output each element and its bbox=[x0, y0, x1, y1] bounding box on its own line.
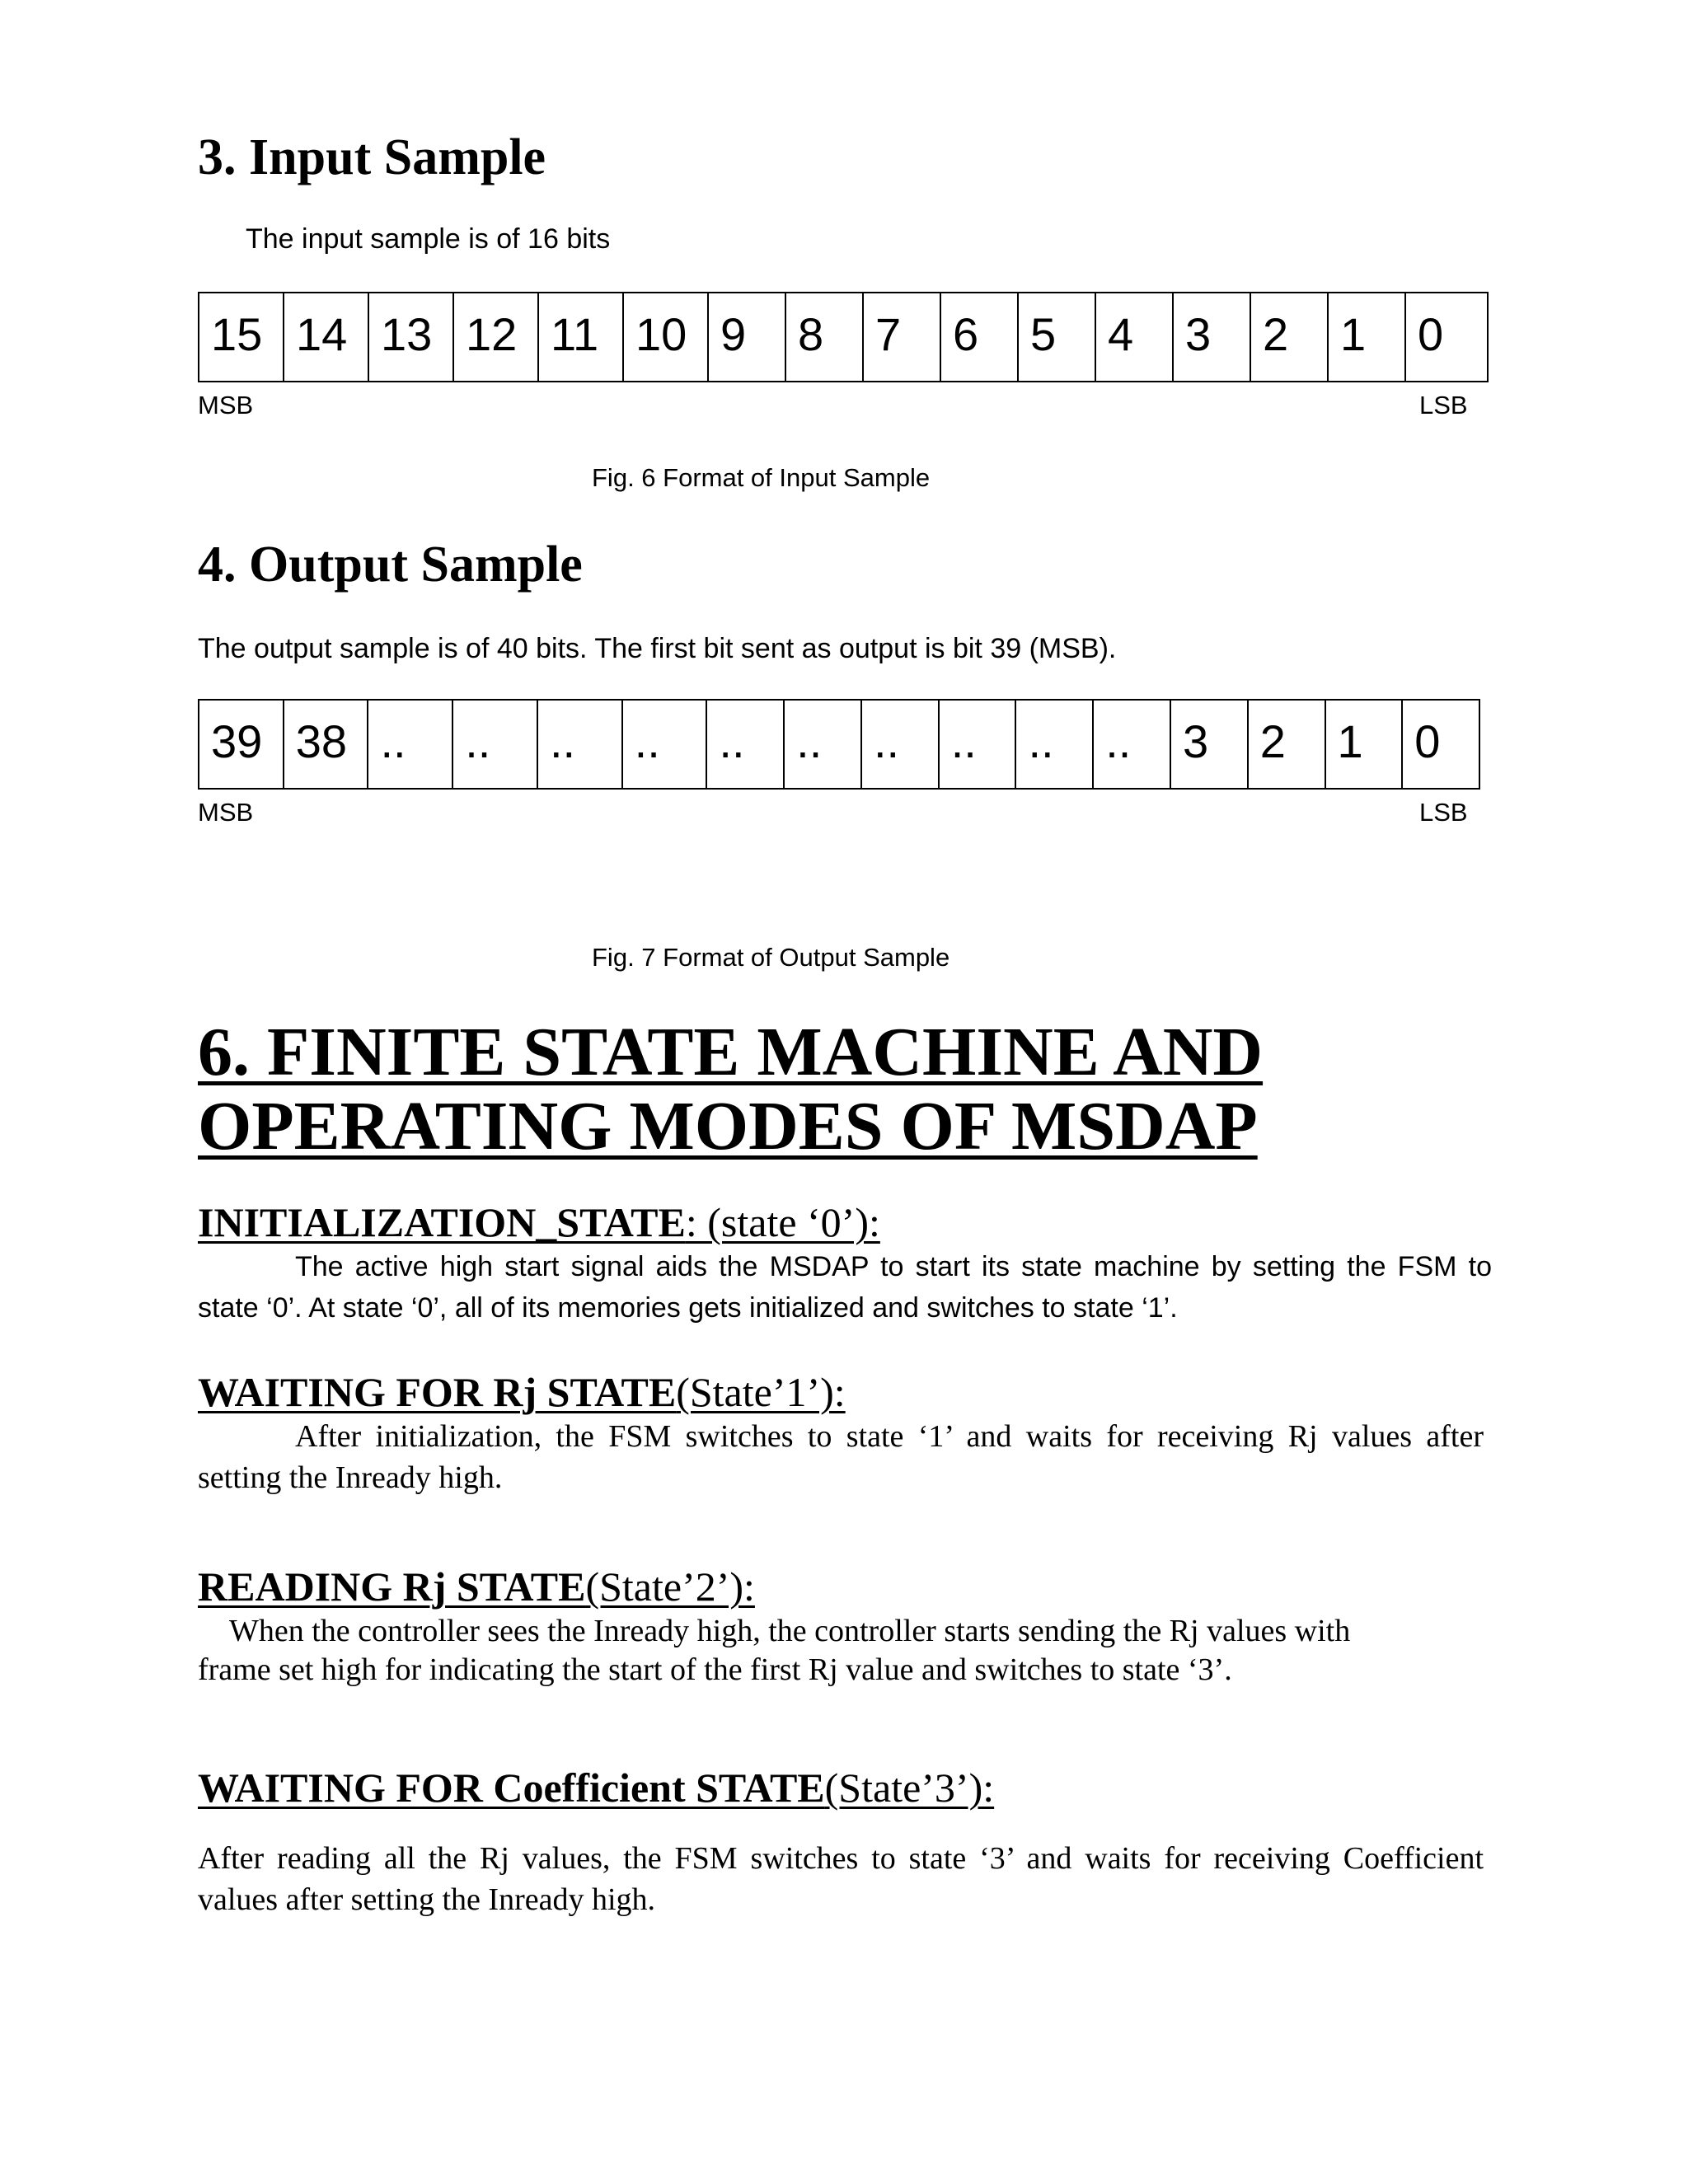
bit-cell: 10 bbox=[624, 293, 709, 381]
bit-cell: .. bbox=[707, 701, 785, 788]
output-msb-label: MSB bbox=[198, 798, 254, 827]
bit-cell: 9 bbox=[709, 293, 786, 381]
bit-cell: .. bbox=[623, 701, 708, 788]
bit-cell: .. bbox=[1016, 701, 1094, 788]
bit-cell: .. bbox=[538, 701, 623, 788]
state-2-text-line-1: When the controller sees the Inready high, the controller starts sending the Rj values with bbox=[229, 1614, 1351, 1648]
input-msb-label: MSB bbox=[198, 391, 254, 419]
bit-cell: 15 bbox=[199, 293, 284, 381]
input-lsb-label: LSB bbox=[1419, 391, 1468, 419]
bit-cell: 13 bbox=[369, 293, 454, 381]
input-figure-caption: Fig. 6 Format of Input Sample bbox=[592, 463, 931, 492]
state-3-heading bbox=[198, 1765, 995, 1811]
output-lsb-label: LSB bbox=[1419, 798, 1468, 827]
bit-cell: 8 bbox=[786, 293, 864, 381]
output-sample-description: The output sample is of 40 bits. The first bit sent as output is bit 39 (MSB). bbox=[198, 633, 1117, 664]
state-2-heading bbox=[198, 1563, 755, 1610]
bit-cell: 0 bbox=[1414, 715, 1441, 767]
bit-cell: 11 bbox=[539, 293, 624, 381]
bit-cell: .. bbox=[453, 701, 538, 788]
bit-cell: .. bbox=[862, 701, 940, 788]
input-bit-table bbox=[198, 292, 1489, 382]
bit-cell: 14 bbox=[284, 293, 369, 381]
state-0-paragraph: The active high start signal aids the MSDAP to start its state machine by setting the FSM to state ‘0’. At state ‘0’, all of its memories gets initialized and switches to state ‘1’. bbox=[198, 1251, 1492, 1324]
state-1-text: After initialization, the FSM switches to state ‘1’ and waits for receiving Rj values after setting the Inready high. bbox=[198, 1419, 1484, 1495]
state-2-suffix: (State’2’): bbox=[585, 1563, 755, 1610]
bit-cell: 38 bbox=[284, 701, 369, 788]
state-0-suffix: : (state ‘0’): bbox=[685, 1199, 880, 1245]
state-2-title: READING Rj STATE bbox=[198, 1563, 586, 1610]
state-0-heading bbox=[198, 1199, 880, 1245]
bit-cell: 3 bbox=[1171, 701, 1249, 788]
bit-cell: 3 bbox=[1174, 293, 1251, 381]
state-1-heading bbox=[198, 1371, 846, 1413]
bit-cell: 5 bbox=[1019, 293, 1096, 381]
bit-cell: .. bbox=[940, 701, 1017, 788]
state-0-title: INITIALIZATION_STATE bbox=[198, 1199, 686, 1245]
bit-cell: .. bbox=[785, 701, 862, 788]
fsm-heading-line-2: OPERATING MODES OF MSDAP bbox=[198, 1088, 1258, 1165]
bit-cell: 6 bbox=[941, 293, 1019, 381]
state-1-title: WAITING FOR Rj STATE bbox=[198, 1369, 677, 1415]
bit-cell: 2 bbox=[1249, 701, 1326, 788]
state-3-text: After reading all the Rj values, the FSM switches to state ‘3’ and waits for receiving Coefficient values after setting the Inready high. bbox=[198, 1841, 1484, 1917]
bit-cell: .. bbox=[368, 701, 453, 788]
state-1-suffix: (State’1’): bbox=[676, 1369, 846, 1415]
state-3-suffix: (State’3’): bbox=[824, 1765, 995, 1811]
input-sample-heading: 3. Input Sample bbox=[198, 129, 546, 185]
state-2-text-line-2: frame set high for indicating the start of the first Rj value and switches to state ‘3’. bbox=[198, 1652, 1232, 1687]
state-3-title: WAITING FOR Coefficient STATE bbox=[198, 1765, 825, 1811]
output-figure-caption: Fig. 7 Format of Output Sample bbox=[592, 943, 950, 972]
bit-cell: 12 bbox=[454, 293, 539, 381]
output-sample-heading: 4. Output Sample bbox=[198, 537, 583, 593]
bit-cell: 1 bbox=[1329, 293, 1406, 381]
bit-cell: 4 bbox=[1096, 293, 1174, 381]
bit-cell: 39 bbox=[199, 701, 284, 788]
bit-cell: 7 bbox=[864, 293, 941, 381]
fsm-heading-line-1: 6. FINITE STATE MACHINE AND bbox=[198, 1014, 1264, 1090]
state-0-text bbox=[198, 1246, 1492, 1329]
bit-cell: 0 bbox=[1418, 308, 1444, 360]
bit-cell: 1 bbox=[1326, 701, 1404, 788]
output-bit-table bbox=[198, 699, 1480, 790]
input-sample-description: The input sample is of 16 bits bbox=[246, 223, 611, 255]
bit-cell: .. bbox=[1094, 701, 1171, 788]
bit-cell: 2 bbox=[1251, 293, 1329, 381]
